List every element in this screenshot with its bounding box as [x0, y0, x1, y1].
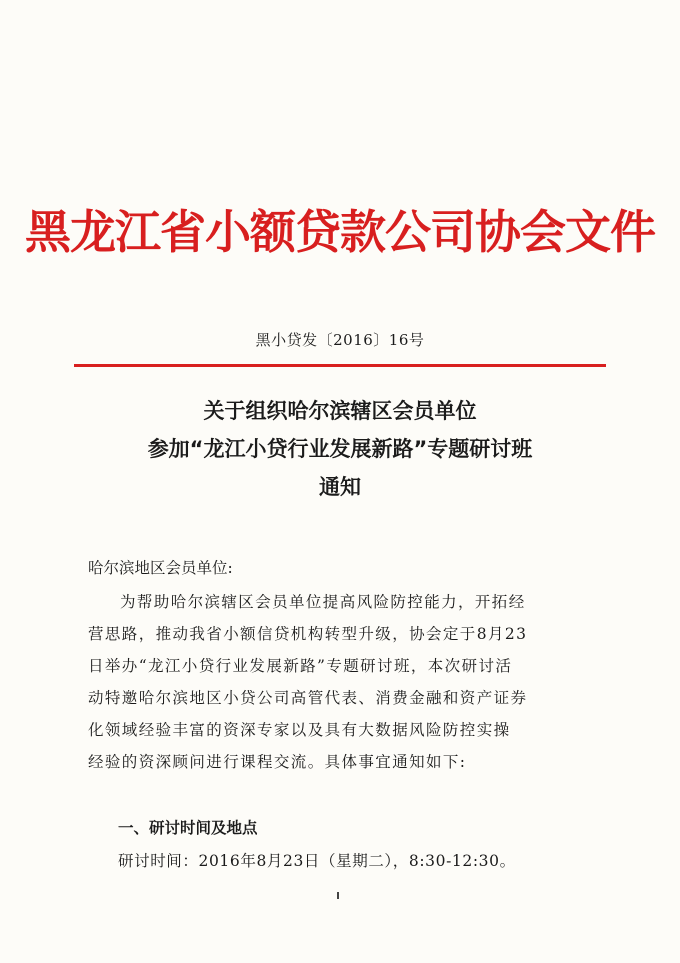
- issuer-header: 黑龙江省小额贷款公司协会文件: [25, 205, 655, 259]
- notice-title: [0, 392, 680, 506]
- body-line: 化领域经验丰富的资深专家以及具有大数据风险防控实操: [88, 721, 511, 739]
- body-line: 为帮助哈尔滨辖区会员单位提高风险防控能力，开拓经: [120, 593, 526, 611]
- body-line: 日举办“龙江小贷行业发展新路”专题研讨班，本次研讨活: [88, 657, 513, 675]
- event-time-line: 研讨时间：2016年8月23日（星期二），8:30-12:30。: [118, 852, 516, 870]
- red-divider-line: [74, 364, 606, 367]
- title-line-1: 关于组织哈尔滨辖区会员单位: [203, 399, 477, 423]
- title-line-3: 通知: [319, 475, 361, 499]
- salutation: 哈尔滨地区会员单位:: [88, 559, 233, 577]
- document-number: 黑小贷发〔2016〕16号: [255, 331, 425, 349]
- body-paragraph: [88, 586, 608, 778]
- title-line-2: 参加“龙江小贷行业发展新路”专题研讨班: [147, 437, 533, 461]
- body-line: 营思路，推动我省小额信贷机构转型升级，协会定于8月23: [88, 625, 528, 643]
- page-mark: [337, 892, 339, 899]
- section-heading: 一、研讨时间及地点: [118, 819, 258, 837]
- body-line: 经验的资深顾问进行课程交流。具体事宜通知如下:: [88, 753, 467, 771]
- body-line: 动特邀哈尔滨地区小贷公司高管代表、消费金融和资产证券: [88, 689, 528, 707]
